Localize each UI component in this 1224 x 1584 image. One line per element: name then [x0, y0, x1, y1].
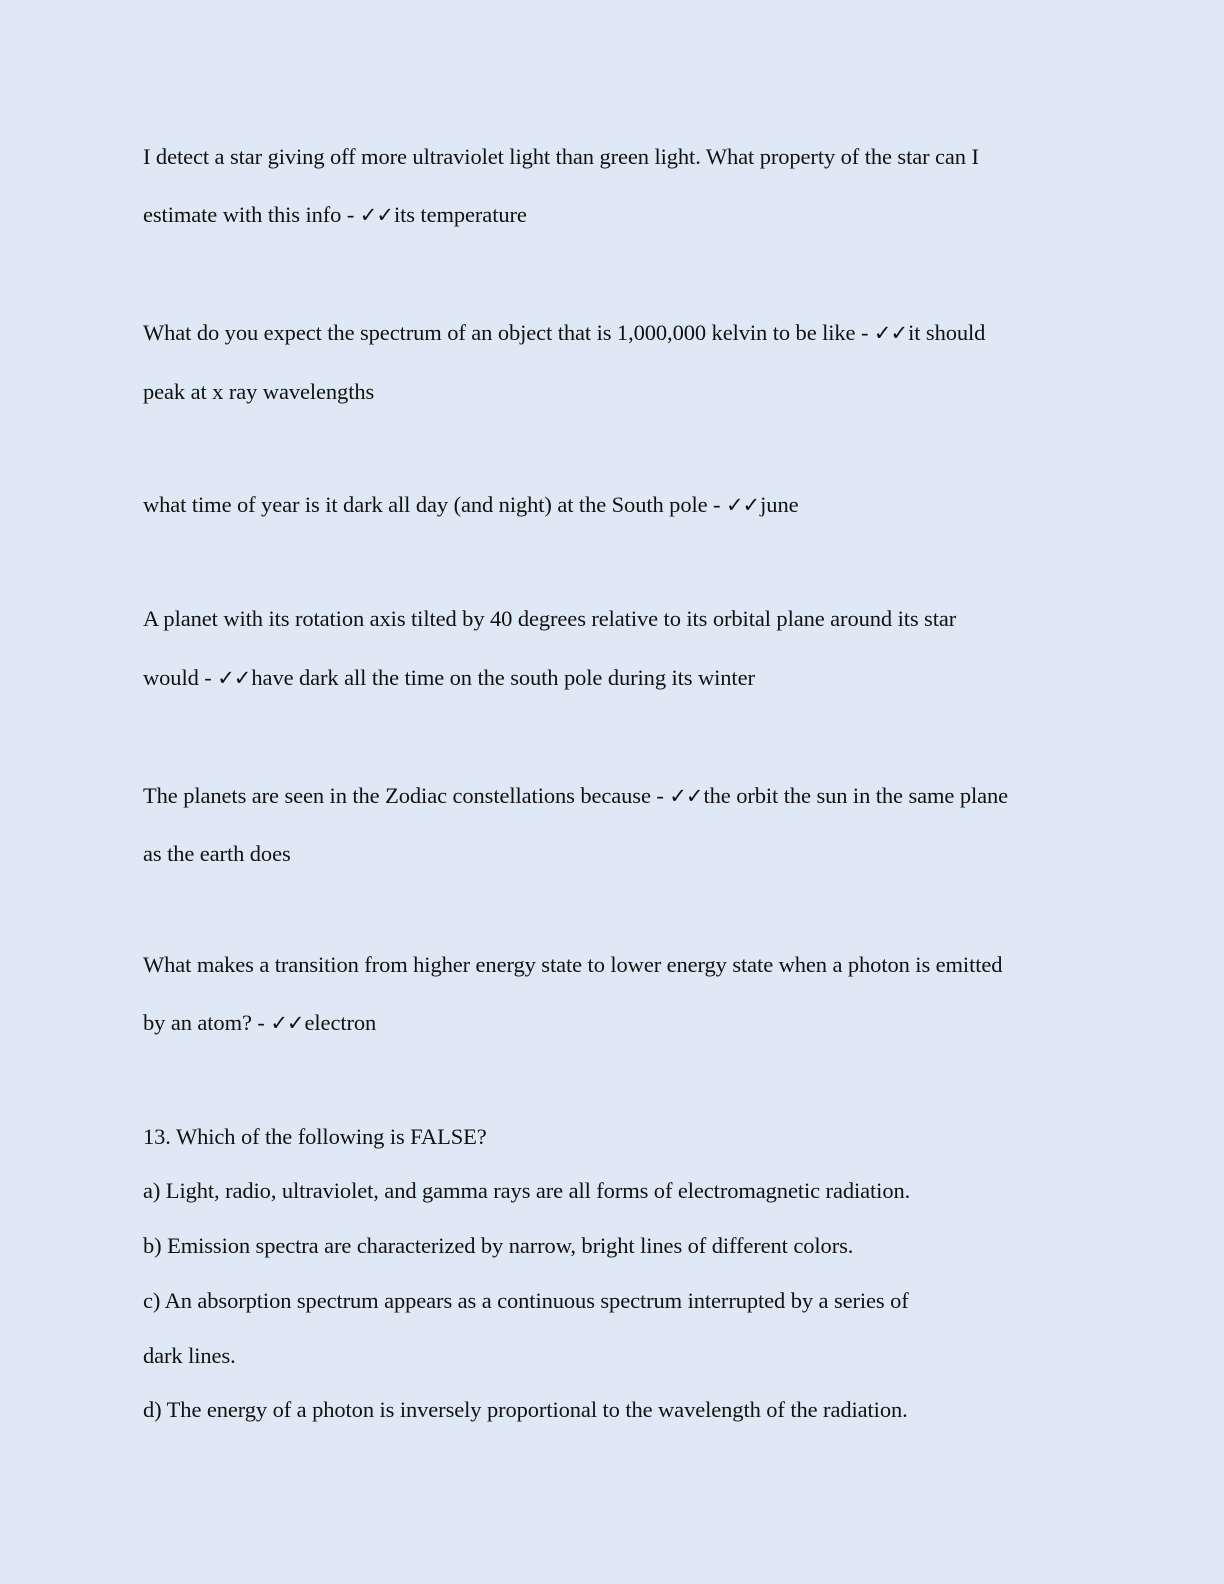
double-check-icon: ✓✓: [669, 784, 703, 808]
question-3-line-1: [143, 491, 799, 519]
answer-5-cont: as the earth does: [143, 841, 291, 866]
mc-question: [143, 1123, 487, 1151]
answer-1: its temperature: [393, 202, 527, 227]
answer-6: electron: [304, 1010, 377, 1035]
double-check-icon: ✓✓: [270, 1011, 304, 1035]
question-5-line-2: [143, 840, 291, 868]
mc-question-text: 13. Which of the following is FALSE?: [143, 1124, 487, 1149]
question-1-line-2: [143, 201, 527, 229]
mc-option-c: [143, 1287, 909, 1315]
double-check-icon: ✓✓: [873, 321, 908, 345]
question-6-text: What makes a transition from higher energy state to lower energy state when a photon is emitted: [143, 952, 1003, 977]
question-4-line-2: [143, 664, 755, 692]
question-6-line-1: [143, 951, 1002, 979]
mc-option-c-cont: [143, 1342, 236, 1370]
double-check-icon: ✓✓: [217, 666, 251, 690]
question-6-text-cont: by an atom? -: [143, 1010, 271, 1035]
question-2-line-1: [143, 319, 985, 347]
mc-option-b-text: b) Emission spectra are characterized by narrow, bright lines of different colors.: [143, 1233, 854, 1258]
mc-option-d-text: d) The energy of a photon is inversely proportional to the wavelength of the radiation.: [143, 1397, 908, 1422]
answer-2: it should: [908, 320, 986, 345]
question-1-text: I detect a star giving off more ultraviolet light than green light. What property of the star can I: [143, 144, 979, 169]
question-6-line-2: [143, 1009, 376, 1037]
question-1-text-cont: estimate with this info -: [143, 202, 360, 227]
answer-3: june: [760, 492, 799, 517]
question-4-text-cont: would -: [143, 665, 218, 690]
mc-option-c-text: c) An absorption spectrum appears as a continuous spectrum interrupted by a series of: [143, 1288, 909, 1313]
question-4-line-1: [143, 605, 956, 633]
question-5-line-1: [143, 782, 1008, 810]
answer-2-cont: peak at x ray wavelengths: [143, 379, 375, 404]
mc-option-a-text: a) Light, radio, ultraviolet, and gamma rays are all forms of electromagnetic radiation.: [143, 1178, 911, 1203]
mc-option-c-text-cont: dark lines.: [143, 1343, 236, 1368]
question-3-text: what time of year is it dark all day (and night) at the South pole -: [143, 492, 726, 517]
question-2-line-2: [143, 378, 374, 406]
double-check-icon: ✓✓: [359, 203, 393, 227]
mc-option-a: [143, 1177, 910, 1205]
double-check-icon: ✓✓: [725, 493, 760, 517]
answer-4: have dark all the time on the south pole during its winter: [251, 665, 755, 690]
question-5-text: The planets are seen in the Zodiac constellations because -: [143, 783, 670, 808]
mc-option-b: [143, 1232, 853, 1260]
question-1-line-1: [143, 143, 979, 171]
answer-5: the orbit the sun in the same plane: [703, 783, 1009, 808]
question-2-text: What do you expect the spectrum of an object that is 1,000,000 kelvin to be like -: [143, 320, 874, 345]
question-4-text: A planet with its rotation axis tilted by 40 degrees relative to its orbital plane around its star: [143, 606, 957, 631]
mc-option-d: [143, 1396, 908, 1424]
